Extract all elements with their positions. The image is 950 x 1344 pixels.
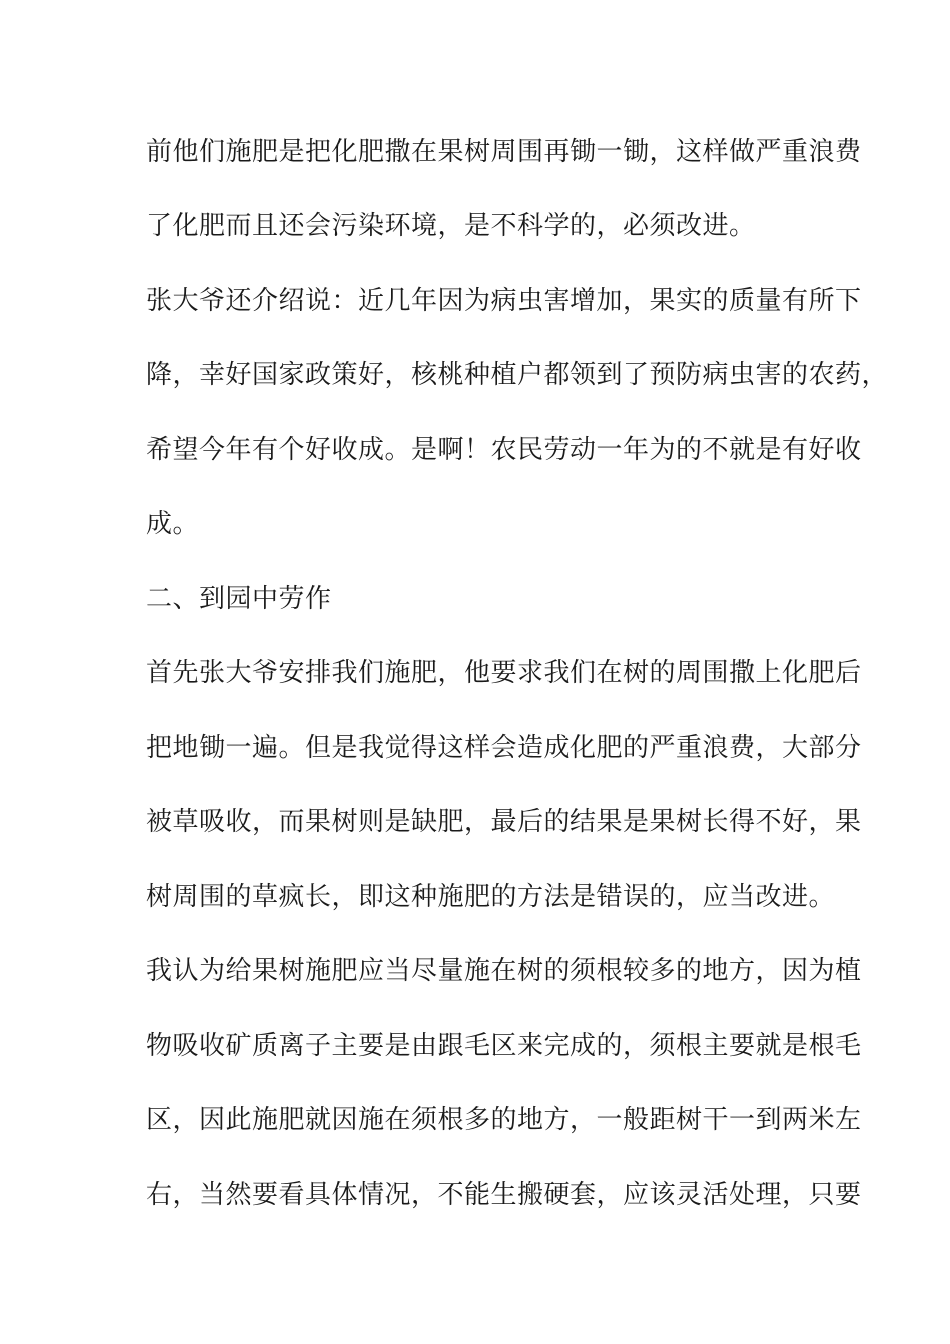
section-heading: 二、到园中劳作 xyxy=(146,584,332,614)
text-line-10: 被草吸收，而果树则是缺肥，最后的结果是果树长得不好，果 xyxy=(146,807,862,837)
text-line-3: 张大爷还介绍说：近几年因为病虫害增加，果实的质量有所下 xyxy=(146,286,862,316)
text-line-5: 希望今年有个好收成。是啊！农民劳动一年为的不就是有好收 xyxy=(146,435,862,465)
text-line-9: 把地锄一遍。但是我觉得这样会造成化肥的严重浪费，大部分 xyxy=(146,733,862,763)
text-line-12: 我认为给果树施肥应当尽量施在树的须根较多的地方，因为植 xyxy=(146,956,862,986)
text-line-13: 物吸收矿质离子主要是由跟毛区来完成的，须根主要就是根毛 xyxy=(146,1031,862,1061)
text-line-14: 区，因此施肥就因施在须根多的地方，一般距树干一到两米左 xyxy=(146,1105,862,1135)
text-line-6: 成。 xyxy=(146,509,200,539)
text-line-15: 右，当然要看具体情况，不能生搬硬套，应该灵活处理，只要 xyxy=(146,1180,862,1210)
text-line-4: 降，幸好国家政策好，核桃种植户都领到了预防病虫害的农药， xyxy=(146,360,889,390)
text-line-11: 树周围的草疯长，即这种施肥的方法是错误的，应当改进。 xyxy=(146,882,836,912)
text-line-2: 了化肥而且还会污染环境，是不科学的，必须改进。 xyxy=(146,211,756,241)
text-line-1: 前他们施肥是把化肥撒在果树周围再锄一锄，这样做严重浪费 xyxy=(146,137,862,167)
text-line-8: 首先张大爷安排我们施肥，他要求我们在树的周围撒上化肥后 xyxy=(146,658,862,688)
